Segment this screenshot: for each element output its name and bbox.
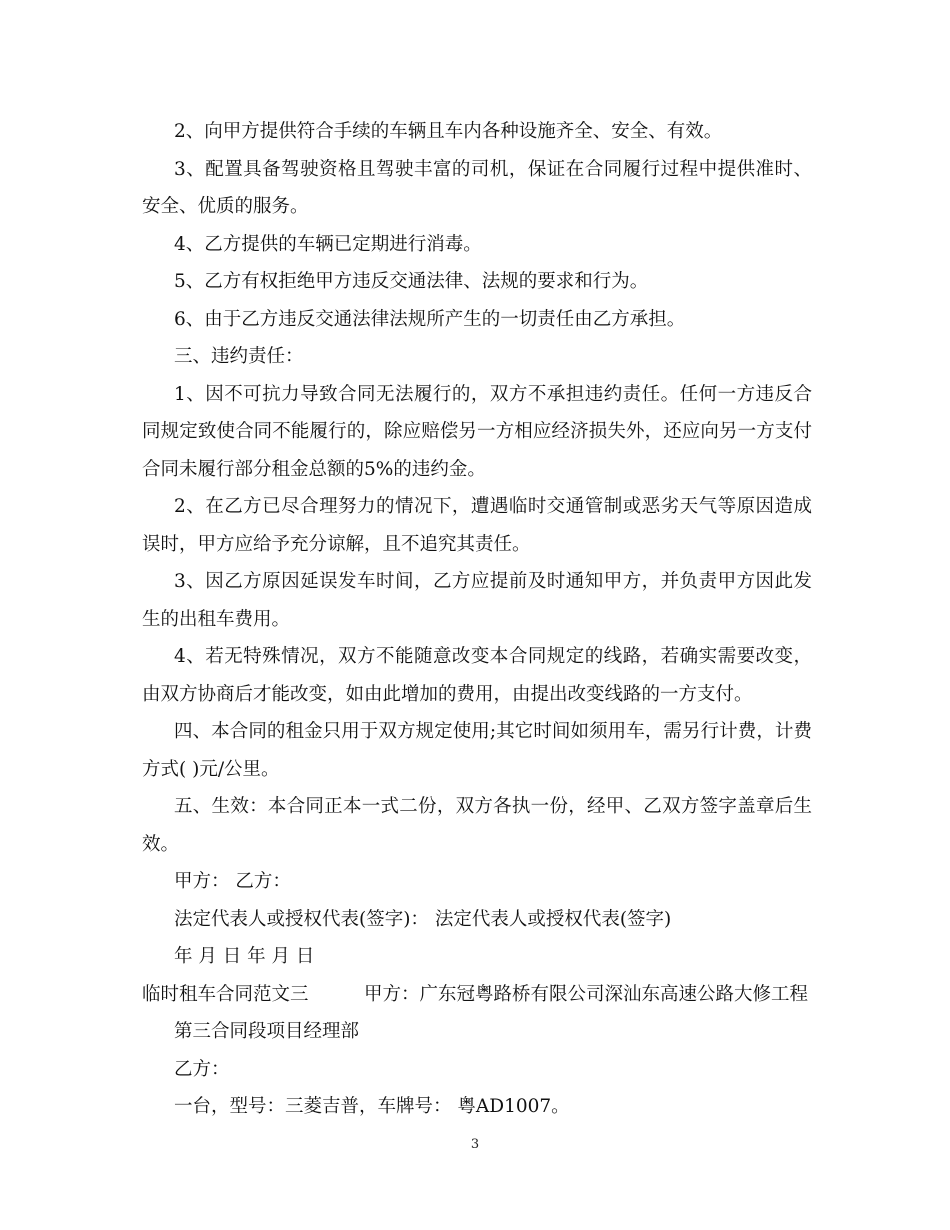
paragraph: 5、乙方有权拒绝甲方违反交通法律、法规的要求和行为。 [174,271,649,292]
document-body [142,113,812,1126]
signature-dates: 年 月 日 年 月 日 [174,946,315,967]
paragraph: 五、生效：本合同正本一式二份，双方各执一份，经甲、乙双方签字盖章后生效。 [142,796,812,855]
paragraph: 第三合同段项目经理部 [174,1021,360,1042]
contract-title-line: 临时租车合同范文三 甲方：广东冠粤路桥有限公司深汕东高速公路大修工程 [142,983,809,1005]
signature-parties: 甲方： 乙方： [174,871,291,892]
paragraph: 2、向甲方提供符合手续的车辆且车内各种设施齐全、安全、有效。 [174,121,723,142]
paragraph: 4、乙方提供的车辆已定期进行消毒。 [174,233,482,255]
paragraph: 四、本合同的租金只用于双方规定使用;其它时间如须用车，需另行计费，计费方式( )元/公里。 [142,721,812,780]
section-heading: 三、违约责任： [174,346,304,367]
paragraph: 3、配置具备驾驶资格且驾驶丰富的司机，保证在合同履行过程中提供准时、安全、优质的服务。 [142,158,812,217]
paragraph: 乙方： [174,1058,230,1080]
paragraph: 一台，型号：三菱吉普，车牌号： 粤AD1007。 [174,1096,570,1117]
paragraph: 2、在乙方已尽合理努力的情况下，遭遇临时交通管制或恶劣天气等原因造成误时，甲方应给予充分谅解，且不追究其责任。 [142,496,812,555]
paragraph: 3、因乙方原因延误发车时间，乙方应提前及时通知甲方，并负责甲方因此发生的出租车费用。 [142,571,812,630]
paragraph: 4、若无特殊情况，双方不能随意改变本合同规定的线路，若确实需要改变，由双方协商后才能改变，如由此增加的费用，由提出改变线路的一方支付。 [142,646,812,705]
paragraph: 1、因不可抗力导致合同无法履行的，双方不承担违约责任。任何一方违反合同规定致使合同不能履行的，除应赔偿另一方相应经济损失外，还应向另一方支付合同未履行部分租金总额的5%的违约金。 [142,383,812,480]
signature-representatives: 法定代表人或授权代表(签字)： 法定代表人或授权代表(签字) [174,908,672,930]
paragraph: 6、由于乙方违反交通法律法规所产生的一切责任由乙方承担。 [174,308,686,330]
page-number: 3 [470,1137,480,1152]
